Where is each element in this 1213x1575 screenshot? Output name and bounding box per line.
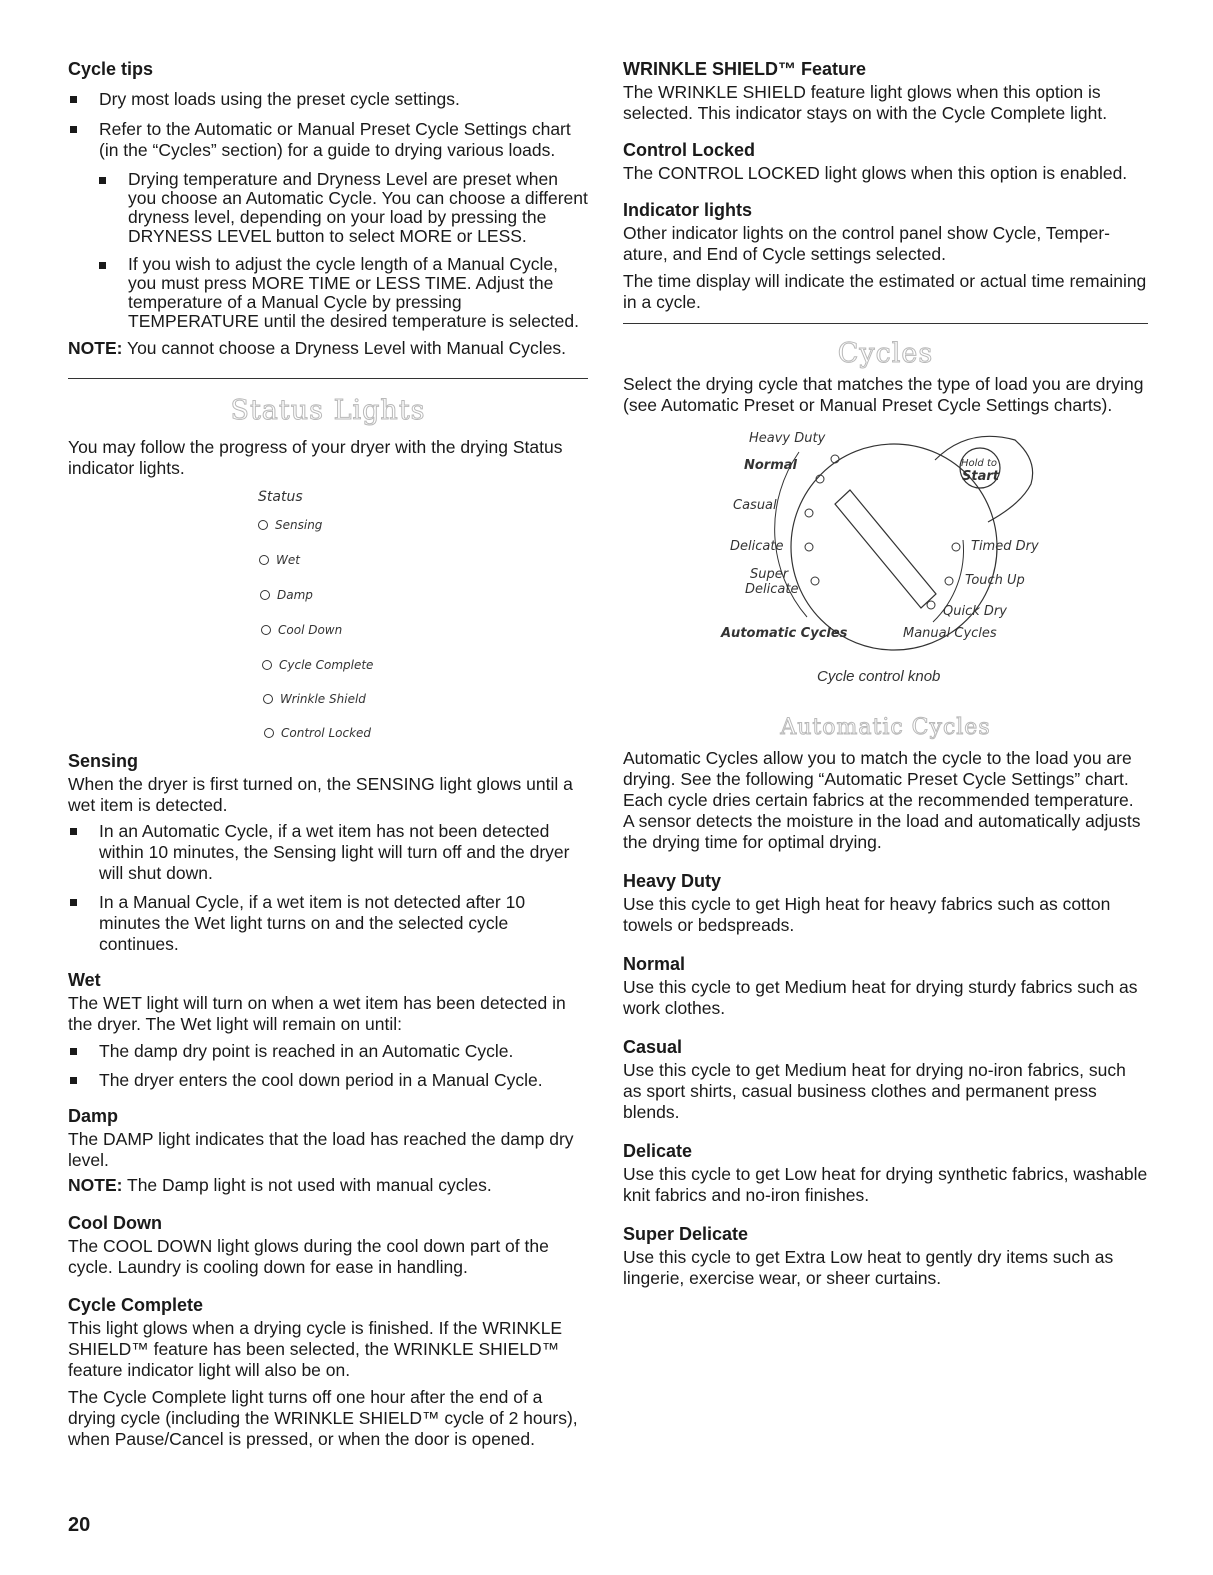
- page-number: 20: [68, 1514, 91, 1536]
- list-item: Drying temperature and Dryness Level are preset when you choose an Automatic Cycle. You can choose a different dryness level, depending on your load by pressing the DRYNESS LEVEL button to select MORE or LESS.: [68, 170, 588, 246]
- note-label: NOTE:: [68, 1175, 123, 1195]
- heavy-duty-heading: Heavy Duty: [623, 871, 722, 891]
- damp-text: The DAMP light indicates that the load has reached the damp dry level.: [68, 1129, 574, 1170]
- knob-label-automatic-cycles: Automatic Cycles: [721, 626, 848, 641]
- section-divider: [68, 378, 588, 379]
- super-delicate-heading: Super Delicate: [623, 1224, 749, 1244]
- heavy-duty-text: Use this cycle to get High heat for heavy fabrics such as cotton towels or bedspreads.: [623, 894, 1111, 935]
- normal-heading: Normal: [623, 954, 686, 974]
- status-light-wrinkle-shield: Wrinkle Shield: [263, 691, 366, 707]
- cycle-dot-touch-up-icon: [945, 577, 953, 585]
- indicator-lights-text: Other indicator lights on the control panel show Cycle, Temper-ature, and End of Cycle settings selected.: [623, 223, 1111, 264]
- cycle-complete-text: This light glows when a drying cycle is finished. If the WRINKLE SHIELD™ feature has been selected, the WRINKLE SHIELD™ feature indicator light will also be on.: [68, 1318, 563, 1380]
- indicator-ring-icon: [263, 694, 273, 704]
- indicator-ring-icon: [262, 660, 272, 670]
- cool-down-text: The COOL DOWN light glows during the cool down part of the cycle. Laundry is cooling down for ease in handling.: [68, 1236, 549, 1277]
- cycles-intro: Select the drying cycle that matches the type of load you are drying (see Automatic Preset or Manual Preset Cycle Settings charts).: [623, 374, 1144, 415]
- normal-text: Use this cycle to get Medium heat for drying sturdy fabrics such as work clothes.: [623, 977, 1138, 1018]
- control-locked-heading: Control Locked: [623, 140, 756, 160]
- damp-heading: Damp: [68, 1106, 119, 1126]
- cycle-tips-sublist: [68, 170, 588, 331]
- cycle-dot-timed-dry-icon: [952, 543, 960, 551]
- knob-pointer-icon: [835, 490, 936, 608]
- list-item: Dry most loads using the preset cycle settings.: [68, 89, 588, 110]
- wrinkle-shield-heading: WRINKLE SHIELD™ Feature: [623, 59, 867, 79]
- left-column: [68, 58, 588, 1450]
- automatic-cycles-intro: Automatic Cycles allow you to match the cycle to the load you are drying. See the following “Automatic Preset Cycle Settings” chart. Each cycle dries certain fabrics at the recommended temperature. A sensor detects the moisture in the load and automatically adjusts the drying time for optimal drying.: [623, 748, 1141, 852]
- wrinkle-shield-text: The WRINKLE SHIELD feature light glows when this option is selected. This indicator stays on with the Cycle Complete light.: [623, 82, 1108, 123]
- knob-label-casual: Casual: [733, 498, 777, 513]
- status-light-cool-down: Cool Down: [261, 622, 342, 638]
- wet-list: [68, 1041, 588, 1091]
- list-item: In an Automatic Cycle, if a wet item has not been detected within 10 minutes, the Sensing light will turn off and the dryer will shut down.: [68, 821, 588, 884]
- wet-text: The WET light will turn on when a wet item has been detected in the dryer. The Wet light will remain on until:: [68, 993, 566, 1034]
- indicator-ring-icon: [259, 555, 269, 565]
- sensing-list: [68, 821, 588, 955]
- cycle-dot-heavy-duty-icon: [831, 455, 839, 463]
- cool-down-heading: Cool Down: [68, 1213, 162, 1233]
- indicator-lights-heading: Indicator lights: [623, 200, 753, 220]
- sensing-heading: Sensing: [68, 751, 139, 771]
- list-item: If you wish to adjust the cycle length of a Manual Cycle, you must press MORE TIME or LESS TIME. Adjust the temperature of a Manual Cycle by pressing TEMPERATURE until the desired temperature is selected.: [68, 255, 588, 331]
- list-item: In a Manual Cycle, if a wet item is not detected after 10 minutes the Wet light turns on and the selected cycle continues.: [68, 892, 588, 955]
- cycle-tips-list: [68, 89, 588, 161]
- cycle-complete-heading: Cycle Complete: [68, 1295, 204, 1315]
- casual-heading: Casual: [623, 1037, 683, 1057]
- note-label: NOTE:: [68, 338, 123, 358]
- section-divider: [623, 323, 1148, 324]
- status-light-cycle-complete: Cycle Complete: [262, 657, 373, 673]
- status-lights-intro: You may follow the progress of your dryer with the drying Status indicator lights.: [68, 437, 563, 478]
- knob-label-timed-dry: Timed Dry: [971, 539, 1039, 554]
- indicator-ring-icon: [260, 590, 270, 600]
- knob-label-super: Super: [750, 567, 789, 582]
- cycle-dot-super-delicate-icon: [811, 577, 819, 585]
- indicator-ring-icon: [264, 728, 274, 738]
- automatic-cycles-title: Automatic Cycles: [780, 715, 991, 740]
- cycle-dot-casual-icon: [805, 509, 813, 517]
- knob-label-super-delicate: Delicate: [745, 582, 799, 597]
- status-light-wet: Wet: [259, 552, 300, 568]
- cycle-dot-quick-dry-icon: [927, 601, 935, 609]
- status-light-control-locked: Control Locked: [264, 725, 371, 741]
- list-item: Refer to the Automatic or Manual Preset Cycle Settings chart (in the “Cycles” section) for a guide to drying various loads.: [68, 119, 588, 161]
- status-light-sensing: Sensing: [258, 517, 322, 533]
- cycles-title: Cycles: [837, 338, 934, 369]
- status-panel-title: Status: [258, 489, 303, 505]
- super-delicate-text: Use this cycle to get Extra Low heat to gently dry items such as lingerie, exercise wear, or sheer curtains.: [623, 1247, 1114, 1288]
- sensing-text: When the dryer is first turned on, the SENSING light glows until a wet item is detected.: [68, 774, 573, 815]
- knob-label-delicate: Delicate: [730, 539, 784, 554]
- status-panel: [68, 479, 588, 740]
- knob-label-start: Start: [962, 469, 999, 484]
- note-text: You cannot choose a Dryness Level with Manual Cycles.: [122, 338, 567, 358]
- cycle-complete-text-2: The Cycle Complete light turns off one hour after the end of a drying cycle (including the WRINKLE SHIELD™ cycle of 2 hours), when Pause/Cancel is pressed, or when the door is opened.: [68, 1387, 578, 1449]
- right-column: [623, 58, 1148, 1289]
- cycle-tips-note: [68, 338, 588, 359]
- knob-label-hold-to: Hold to: [961, 458, 997, 469]
- indicator-ring-icon: [258, 520, 268, 530]
- status-lights-title: Status Lights: [230, 395, 426, 426]
- status-light-damp: Damp: [260, 587, 313, 603]
- knob-label-quick-dry: Quick Dry: [943, 604, 1007, 619]
- knob-label-touch-up: Touch Up: [965, 573, 1025, 588]
- damp-note: [68, 1175, 588, 1196]
- list-item: The dryer enters the cool down period in a Manual Cycle.: [68, 1070, 588, 1091]
- knob-label-manual-cycles: Manual Cycles: [903, 626, 997, 641]
- list-item: The damp dry point is reached in an Automatic Cycle.: [68, 1041, 588, 1062]
- control-locked-text: The CONTROL LOCKED light glows when this option is enabled.: [623, 163, 1128, 183]
- knob-label-heavy-duty: Heavy Duty: [749, 431, 826, 446]
- indicator-lights-text-2: The time display will indicate the estimated or actual time remaining in a cycle.: [623, 271, 1147, 312]
- cycle-dot-delicate-icon: [805, 543, 813, 551]
- knob-caption: Cycle control knob: [817, 668, 941, 685]
- cycle-knob-diagram: [623, 422, 1148, 712]
- delicate-heading: Delicate: [623, 1141, 693, 1161]
- delicate-text: Use this cycle to get Low heat for drying synthetic fabrics, washable knit fabrics and no-iron finishes.: [623, 1164, 1148, 1205]
- indicator-ring-icon: [261, 625, 271, 635]
- note-text: The Damp light is not used with manual cycles.: [122, 1175, 492, 1195]
- casual-text: Use this cycle to get Medium heat for drying no-iron fabrics, such as sport shirts, casual business clothes and permanent press blends.: [623, 1060, 1126, 1122]
- cycle-tips-heading: Cycle tips: [68, 59, 154, 79]
- knob-label-normal: Normal: [744, 458, 797, 473]
- wet-heading: Wet: [68, 970, 101, 990]
